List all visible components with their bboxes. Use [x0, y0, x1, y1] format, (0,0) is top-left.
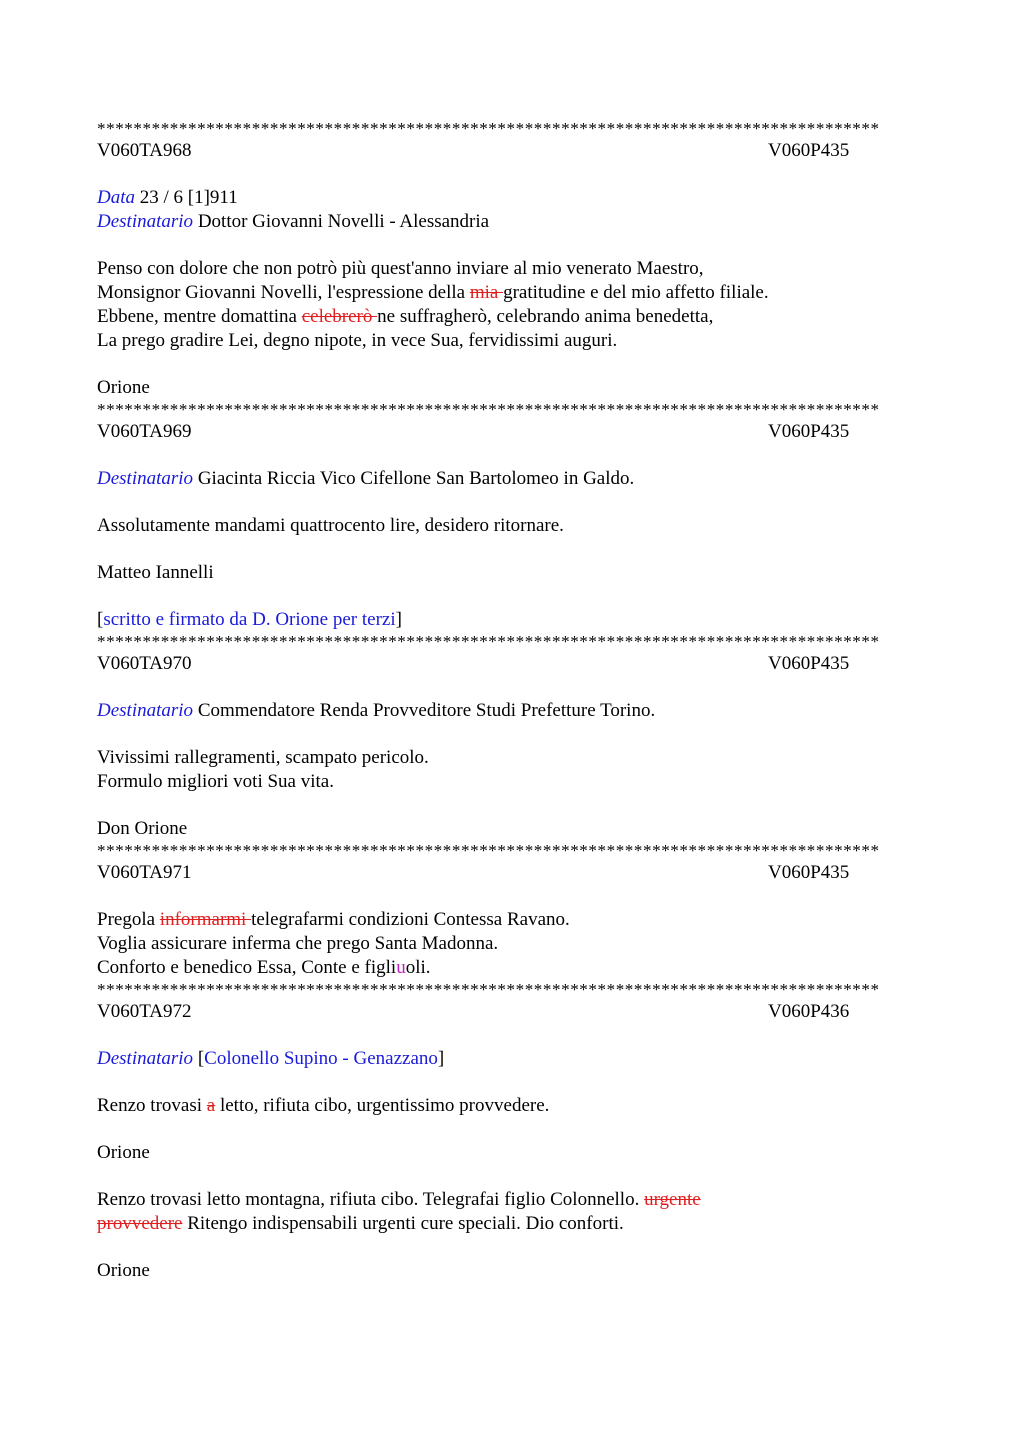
text-span: Conforto e benedico Essa, Conte e figli — [97, 957, 397, 978]
signature: Orione — [97, 377, 150, 398]
deleted-text: urgente — [644, 1189, 701, 1210]
body-line — [97, 1212, 937, 1236]
text-span: oli. — [405, 957, 431, 978]
separator: ************************************************************************************** — [97, 119, 880, 138]
page-ref: V060P435 — [768, 421, 850, 442]
recipient-value: Giacinta Riccia Vico Cifellone San Bartolomeo in Galdo. — [197, 468, 635, 489]
text-span: letto, rifiuta cibo, urgentissimo provvedere. — [215, 1095, 550, 1116]
recipient-line — [97, 210, 937, 234]
date-value: 23 / 6 [1]911 — [139, 187, 238, 208]
recipient-label: Destinatario — [97, 211, 194, 232]
signature: Matteo Iannelli — [97, 562, 214, 583]
entry-header — [97, 420, 937, 444]
note-text: scritto e firmato da D. Orione per terzi — [103, 609, 396, 630]
page-ref: V060P435 — [768, 140, 850, 161]
body-line — [97, 281, 937, 305]
inserted-text: u — [396, 957, 406, 978]
text-span: ne suffragherò, celebrando anima benedetta, — [377, 306, 714, 327]
recipient-label: Destinatario — [97, 468, 194, 489]
recipient-value: Commendatore Renda Provveditore Studi Prefetture Torino. — [197, 700, 656, 721]
entry-id: V060TA972 — [97, 1001, 192, 1022]
deleted-text: celebrerò — [301, 306, 378, 327]
recipient-line: Destinatario [Colonello Supino - Genazzano] — [97, 1048, 445, 1069]
document-page — [97, 119, 937, 1283]
body-line — [97, 1094, 937, 1118]
recipient-value: Dottor Giovanni Novelli - Alessandria — [197, 211, 490, 232]
text-span: Monsignor Giovanni Novelli, l'espressione della — [97, 282, 470, 303]
entry-header — [97, 139, 937, 163]
deleted-text: provvedere — [97, 1213, 183, 1234]
body-line: Vivissimi rallegramenti, scampato pericolo. — [97, 747, 429, 768]
signature: Don Orione — [97, 818, 188, 839]
text-span: Renzo trovasi — [97, 1095, 207, 1116]
signature: Orione — [97, 1142, 150, 1163]
deleted-text: a — [206, 1095, 216, 1116]
text-span: Pregola — [97, 909, 160, 930]
page-ref: V060P435 — [768, 653, 850, 674]
deleted-text: mia — [469, 282, 504, 303]
text-span: gratitudine e del mio affetto filiale. — [503, 282, 769, 303]
body-line — [97, 908, 937, 932]
separator: ************************************************************************************** — [97, 632, 880, 651]
text-span: Ritengo indispensabili urgenti cure speciali. Dio conforti. — [182, 1213, 624, 1234]
separator: ************************************************************************************** — [97, 980, 880, 999]
date-line — [97, 186, 937, 210]
body-line: Penso con dolore che non potrò più quest'anno inviare al mio venerato Maestro, — [97, 258, 704, 279]
entry-id: V060TA968 — [97, 140, 192, 161]
body-line: Assolutamente mandami quattrocento lire, desidero ritornare. — [97, 515, 564, 536]
text-span: Renzo trovasi letto montagna, rifiuta cibo. Telegrafai figlio Colonnello. — [97, 1189, 645, 1210]
deleted-text: informarmi — [159, 909, 252, 930]
body-line — [97, 956, 937, 980]
recipient-label: Destinatario — [97, 700, 194, 721]
recipient-line — [97, 699, 937, 723]
date-label: Data — [97, 187, 135, 208]
entry-id: V060TA971 — [97, 862, 192, 883]
body-line: Formulo migliori voti Sua vita. — [97, 771, 334, 792]
page-ref: V060P436 — [768, 1001, 850, 1022]
recipient-label: Destinatario — [97, 1048, 194, 1069]
text-span: Ebbene, mentre domattina — [97, 306, 302, 327]
text-span: telegrafarmi condizioni Contessa Ravano. — [251, 909, 570, 930]
signature: Orione — [97, 1260, 150, 1281]
page-ref: V060P435 — [768, 862, 850, 883]
separator: ************************************************************************************** — [97, 400, 880, 419]
body-line: Voglia assicurare inferma che prego Santa Madonna. — [97, 933, 499, 954]
body-line — [97, 1188, 937, 1212]
body-line — [97, 305, 937, 329]
body-line: La prego gradire Lei, degno nipote, in vece Sua, fervidissimi auguri. — [97, 330, 618, 351]
entry-header — [97, 652, 937, 676]
recipient-value: Colonello Supino - Genazzano — [204, 1048, 438, 1069]
entry-header — [97, 1000, 937, 1024]
entry-header — [97, 861, 937, 885]
entry-id: V060TA970 — [97, 653, 192, 674]
separator: ************************************************************************************** — [97, 841, 880, 860]
entry-id: V060TA969 — [97, 421, 192, 442]
recipient-line — [97, 467, 937, 491]
editorial-note: [scritto e firmato da D. Orione per terzi] — [97, 609, 402, 630]
